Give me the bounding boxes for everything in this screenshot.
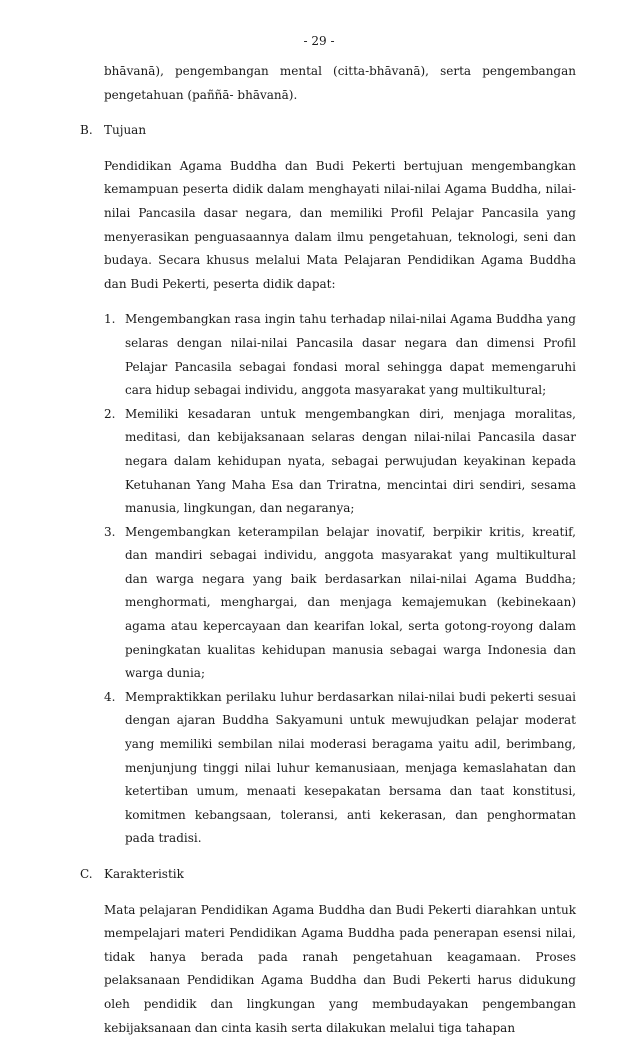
list-item-text: Mempraktikkan perilaku luhur berdasarkan nilai-nilai budi pekerti sesuai dengan ajaran Buddha Sakyamuni untuk mewujudkan pelajar moderat yang memiliki sembilan nilai moderasi beragama yaitu adil, berimbang, menjunjung tinggi nilai luhur kemanusiaan, menjaga kemaslahatan dan ketertiban umum, menaati kesepakatan bersama dan taat konstitusi, komitmen kebangsaan, toleransi, anti kekerasan, dan penghormatan pada tradisi.	[125, 689, 576, 846]
list-item	[104, 521, 576, 686]
objectives-list	[104, 308, 576, 851]
section-b-title: Tujuan	[104, 123, 147, 138]
document-body	[80, 60, 576, 1040]
list-item	[104, 308, 576, 402]
list-item-number: 1.	[104, 312, 116, 327]
list-item-text: Mengembangkan keterampilan belajar inovatif, berpikir kritis, kreatif, dan mandiri sebagai individu, anggota masyarakat yang multikultural dan warga negara yang baik berdasarkan nilai-nilai Agama Buddha; menghormati, menghargai, dan menjaga kemajemukan (kebinekaan) agama atau kepercayaan dan kearifan lokal, serta gotong-royong dalam peningkatan kualitas kehidupan manusia sebagai warga Indonesia dan warga dunia;	[125, 524, 576, 681]
list-item-number: 2.	[104, 406, 116, 421]
intro-paragraph: bhāvanā), pengembangan mental (citta-bhāvanā), serta pengembangan pengetahuan (paññā- bhāvanā).	[104, 64, 576, 102]
list-item-number: 3.	[104, 524, 116, 539]
list-item-text: Mengembangkan rasa ingin tahu terhadap nilai-nilai Agama Buddha yang selaras dengan nilai-nilai Pancasila dasar negara dan dimensi Profil Pelajar Pancasila sebagai fondasi moral sehingga dapat memengaruhi cara hidup sebagai individu, anggota masyarakat yang multikultural;	[125, 312, 576, 398]
section-b-letter: B.	[80, 123, 93, 138]
section-b-paragraph: Pendidikan Agama Buddha dan Budi Pekerti bertujuan mengembangkan kemampuan peserta didik dalam menghayati nilai-nilai Agama Buddha, nilai-nilai Pancasila dasar negara, dan memiliki Profil Pelajar Pancasila yang menyerasikan penguasaannya dalam ilmu pengetahuan, teknologi, seni dan budaya. Secara khusus melalui Mata Pelajaran Pendidikan Agama Buddha dan Budi Pekerti, peserta didik dapat:	[104, 158, 576, 291]
section-c-heading	[80, 863, 576, 887]
section-c-paragraph: Mata pelajaran Pendidikan Agama Buddha dan Budi Pekerti diarahkan untuk mempelajari materi Pendidikan Agama Buddha pada penerapan esensi nilai, tidak hanya berada pada ranah pengetahuan keagamaan. Proses pelaksanaan Pendidikan Agama Buddha dan Budi Pekerti harus didukung oleh pendidik dan lingkungan yang membudayakan pengembangan kebijaksanaan dan cinta kasih serta dilakukan melalui tiga tahapan	[104, 902, 576, 1035]
list-item-text: Memiliki kesadaran untuk mengembangkan diri, menjaga moralitas, meditasi, dan kebijaksanaan selaras dengan nilai-nilai Pancasila dasar negara dalam kehidupan nyata, sebagai perwujudan keyakinan kepada Ketuhanan Yang Maha Esa dan Triratna, mencintai diri sendiri, sesama manusia, lingkungan, dan negaranya;	[125, 406, 576, 516]
list-item-number: 4.	[104, 689, 116, 704]
list-item	[104, 686, 576, 851]
section-b-heading	[80, 119, 576, 143]
page-number: - 29 -	[303, 34, 335, 48]
section-c-letter: C.	[80, 867, 93, 881]
section-c-title: Karakteristik	[104, 867, 184, 881]
list-item	[104, 403, 576, 521]
